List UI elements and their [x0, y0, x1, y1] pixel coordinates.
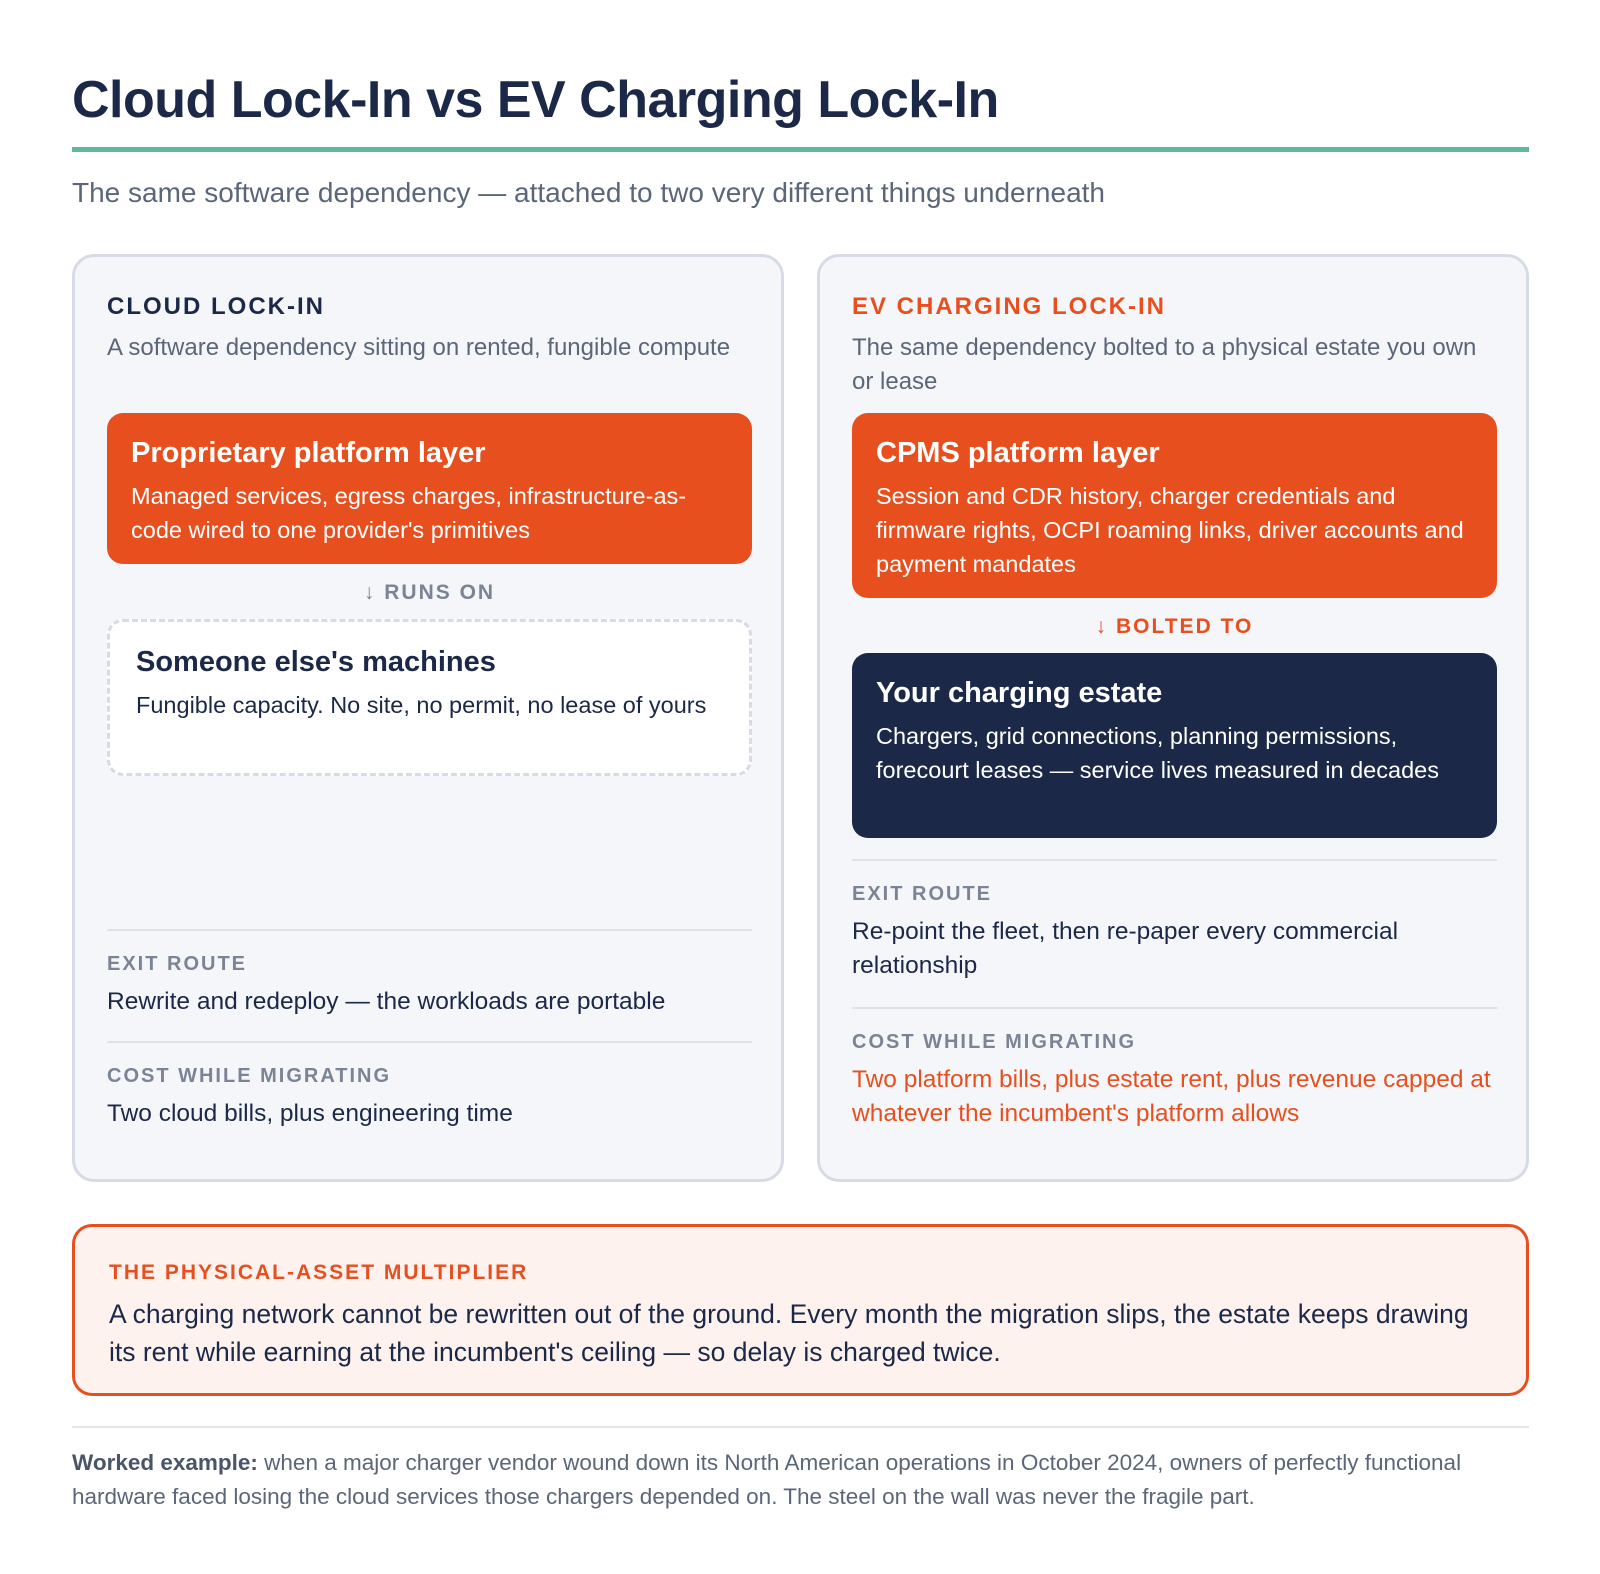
worked-example-lead: Worked example: [72, 1450, 258, 1475]
ev-exit-divider [852, 859, 1497, 861]
cloud-cost-label: COST WHILE MIGRATING [107, 1065, 392, 1087]
charging-estate-layer-box [852, 653, 1497, 838]
ev-panel-heading: EV CHARGING LOCK-IN [852, 293, 1166, 320]
cloud-exit-label: EXIT ROUTE [107, 953, 248, 975]
worked-example-footer [72, 1446, 1532, 1514]
cloud-exit-text: Rewrite and redeploy — the workloads are portable [107, 988, 666, 1015]
page-subtitle: The same software dependency — attached to two very different things underneath [72, 177, 1105, 208]
cpms-platform-layer-title: CPMS platform layer [876, 437, 1160, 469]
cloud-lock-in-panel [72, 254, 784, 1182]
physical-asset-multiplier-callout [72, 1224, 1529, 1396]
ev-cost-text: Two platform bills, plus estate rent, plus revenue capped at whatever the incumbent's platform allows [852, 1066, 1491, 1127]
ev-exit-label: EXIT ROUTE [852, 883, 993, 905]
cloud-cost-text: Two cloud bills, plus engineering time [107, 1100, 513, 1127]
ev-cost-label: COST WHILE MIGRATING [852, 1031, 1137, 1053]
ev-exit-text: Re-point the fleet, then re-paper every commercial relationship [852, 918, 1399, 979]
ev-charging-lock-in-panel [817, 254, 1529, 1182]
cpms-platform-layer-body: Session and CDR history, charger credentials and firmware rights, OCPI roaming links, driver accounts and payment mandates [876, 483, 1464, 577]
charging-estate-layer-body: Chargers, grid connections, planning permissions, forecourt leases — service lives measured in decades [876, 723, 1439, 783]
ev-panel-description: The same dependency bolted to a physical estate you own or lease [852, 334, 1477, 395]
cloud-panel-heading: CLOUD LOCK-IN [107, 293, 325, 320]
footer-divider [72, 1426, 1529, 1428]
cloud-panel-description: A software dependency sitting on rented, fungible compute [107, 334, 731, 361]
charging-estate-layer-title: Your charging estate [876, 677, 1163, 709]
cloud-exit-divider [107, 929, 752, 931]
title-underline [72, 147, 1529, 152]
multiplier-label: THE PHYSICAL-ASSET MULTIPLIER [109, 1261, 529, 1284]
ev-cost-divider [852, 1007, 1497, 1009]
cloud-platform-layer-box [107, 413, 752, 564]
ev-bolted-to-connector: ↓ BOLTED TO [1095, 615, 1254, 638]
cloud-runs-on-connector: ↓ RUNS ON [363, 581, 496, 604]
page-title: Cloud Lock-In vs EV Charging Lock-In [72, 71, 999, 129]
multiplier-text: A charging network cannot be rewritten out of the ground. Every month the migration slips, the estate keeps drawing its rent while earning at the incumbent's ceiling — so delay is charged twice. [109, 1299, 1469, 1367]
cloud-machines-layer-body: Fungible capacity. No site, no permit, no lease of yours [136, 692, 707, 718]
cloud-platform-layer-title: Proprietary platform layer [131, 437, 486, 469]
worked-example-text: when a major charger vendor wound down its North American operations in October 2024, owners of perfectly functional hardware faced losing the cloud services those chargers depended on. The steel on the wall was never the fragile part. [72, 1450, 1462, 1509]
cpms-platform-layer-box [852, 413, 1497, 598]
cloud-machines-layer-title: Someone else's machines [136, 646, 496, 678]
cloud-cost-divider [107, 1041, 752, 1043]
cloud-platform-layer-body: Managed services, egress charges, infrastructure-as-code wired to one provider's primitives [131, 483, 687, 543]
cloud-machines-layer-box [107, 619, 752, 776]
